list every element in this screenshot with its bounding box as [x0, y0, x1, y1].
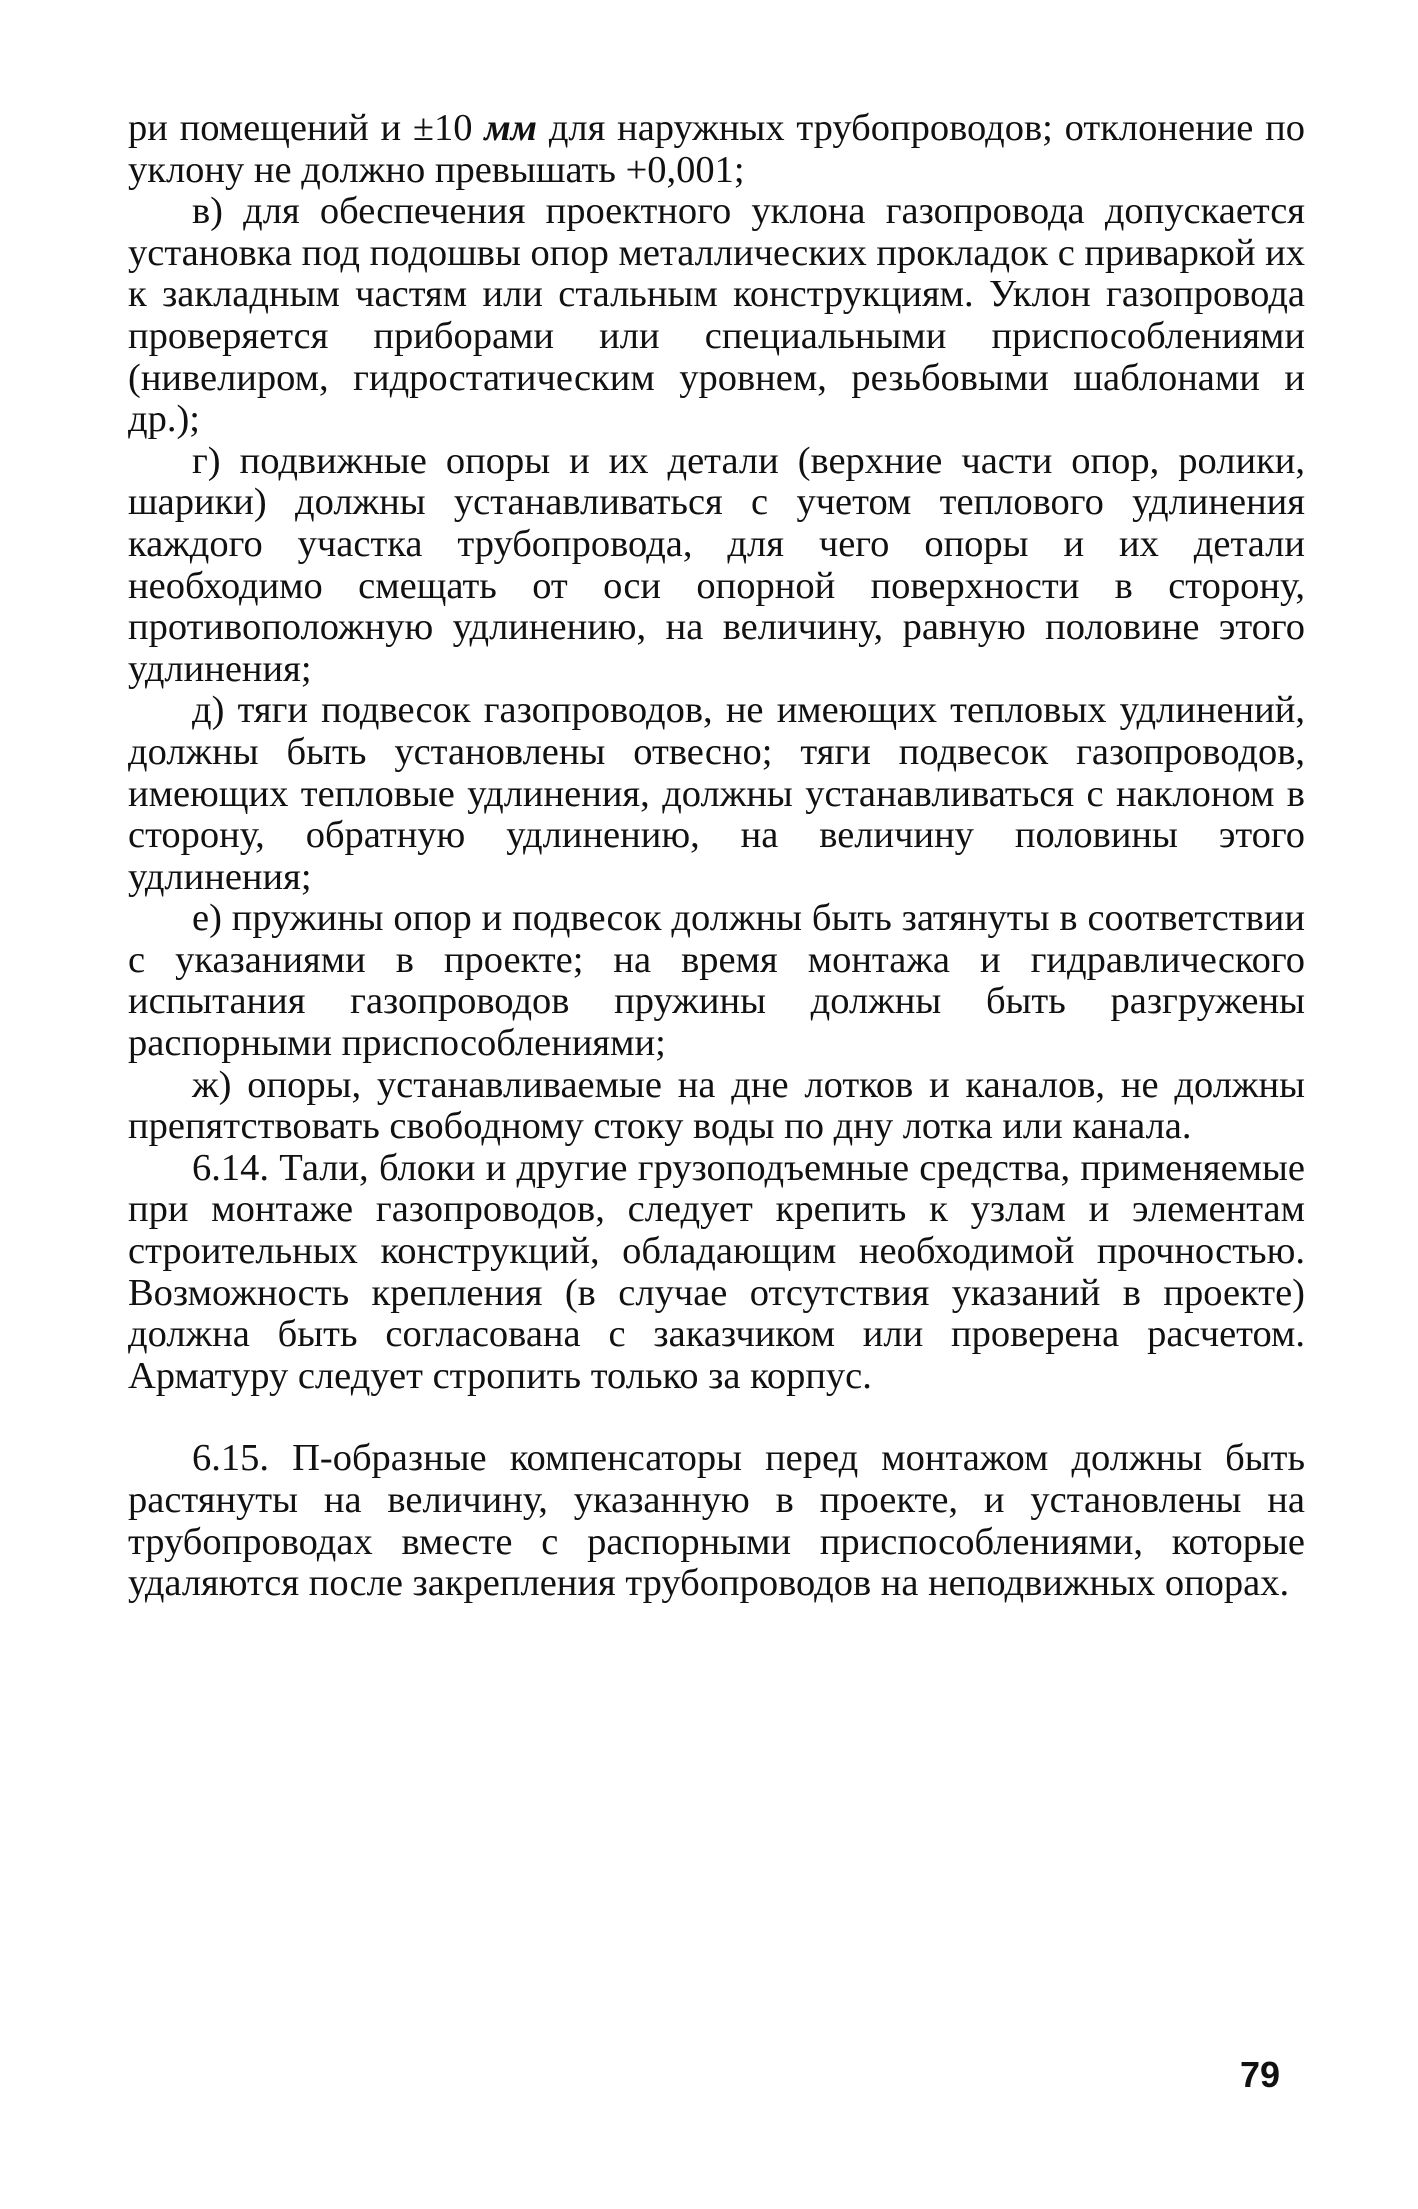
clause-6-14: 6.14. Тали, блоки и другие грузоподъемные средства, применяемые при монтаже газопроводов, следует крепить к узлам и элементам строительных конструкций, обладающим необходимой прочностью. Возможность крепления (в случае отсутствия указаний в проекте) должна быть согласована с заказчиком или проверена расчетом. Арматуру следует стропить только за корпус.	[128, 1146, 1305, 1397]
list-item-zh: ж) опоры, устанавливаемые на дне лотков и каналов, не должны препятствовать свободному стоку воды по дну лотка или канала.	[128, 1063, 1305, 1148]
page-body	[128, 108, 1305, 1605]
paragraph-text: для наружных трубопроводов; отклонение по уклону не должно превышать +0,001;	[128, 107, 1306, 191]
page-number: 79	[1240, 2054, 1281, 2095]
list-item-v: в) для обеспечения проектного уклона газопровода допускается установка под подошвы опор металлических прокладок с приваркой их к закладным частям или стальным конструкциям. Уклон газопровода проверяется приборами или специальными приспособлениями (нивелиром, гидростатическим уровнем, резьбовыми шаблонами и др.);	[128, 190, 1305, 441]
list-item-d: д) тяги подвесок газопроводов, не имеющих тепловых удлинений, должны быть установлены отвесно; тяги подвесок газопроводов, имеющих тепловые удлинения, должны устанавливаться с наклоном в сторону, обратную удлинению, на величину половины этого удлинения;	[128, 689, 1305, 898]
list-item-e: е) пружины опор и подвесок должны быть затянуты в соответствии с указаниями в проекте; на время монтажа и гидравлического испытания газопроводов пружины должны быть разгружены распорными приспособлениями;	[128, 897, 1305, 1065]
list-item-g: г) подвижные опоры и их детали (верхние части опор, ролики, шарики) должны устанавливаться с учетом теплового удлинения каждого участка трубопровода, для чего опоры и их детали необходимо смещать от оси опорной поверхности в сторону, противоположную удлинению, на величину, равную половине этого удлинения;	[128, 439, 1305, 690]
paragraph-continuation	[128, 108, 1305, 191]
clause-6-15: 6.15. П-образные компенсаторы перед монтажом должны быть растянуты на величину, указанную в проекте, и установлены на трубопроводах вместе с распорными приспособлениями, которые удаляются после закрепления трубопроводов на неподвижных опорах.	[128, 1437, 1305, 1605]
unit-label: мм	[484, 107, 538, 149]
paragraph-text: ри помещений и ±10	[128, 107, 485, 149]
